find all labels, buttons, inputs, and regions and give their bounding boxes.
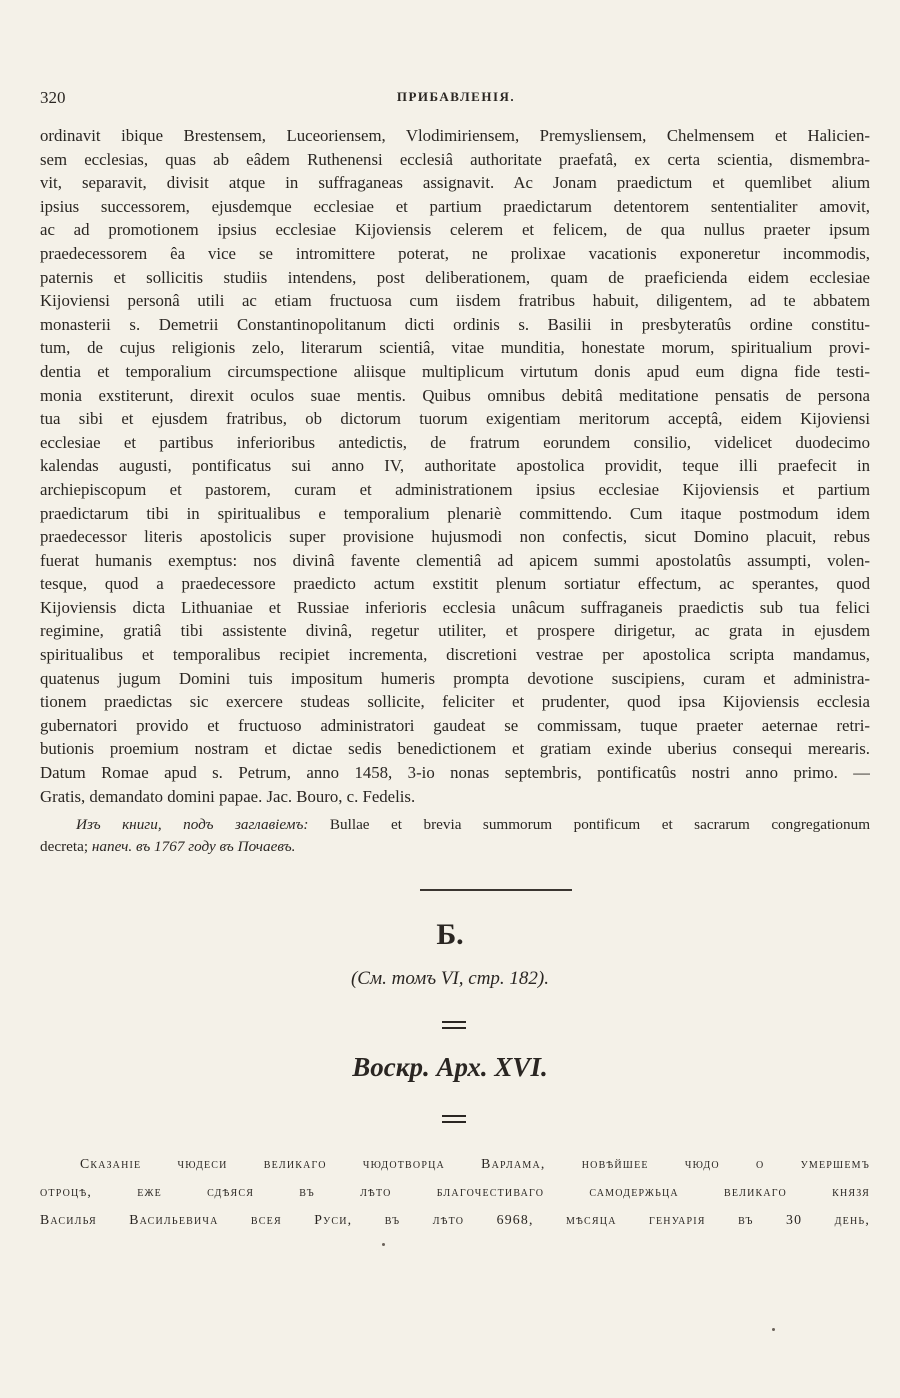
section-subheading: Воскр. Арх. XVI. [352, 1052, 548, 1082]
running-head: ПРИБАВЛЕНІЯ. [396, 89, 516, 104]
page-header [40, 88, 872, 114]
text-line: gubernatori provido et fructuoso administratori gaudeat se commissam, tuque praeter aeternae retri- [40, 715, 870, 735]
text-line: spiritualibus et temporalibus recipiet incrementa, discretioni vestrae per apostolica scripta mandamus, [40, 645, 870, 665]
text-line: tua sibi et ejusdem fratribus, ob dictorum tuorum exigentiam meritorum acceptâ, eidem Kijoviensi [40, 409, 870, 429]
text-line: archiepiscopum et pastorem, curam et administrationem ipsius ecclesiae Kijoviensis et partium [40, 479, 870, 499]
text-line: quatenus jugum Domini tuis impositum humeris prompta devotione suscipiens, curam et administra- [40, 668, 870, 688]
source-note-russian: Изъ книги, подъ заглавіемъ: [76, 816, 309, 833]
tale-title [40, 1150, 870, 1234]
text-line: regimine, gratiâ tibi assistente divinâ, regetur utiliter, et prospere dirigetur, ac grata in ejusdem [40, 621, 870, 641]
cross-reference: (См. томъ VI, стр. 182). [350, 968, 550, 989]
section-divider [420, 889, 572, 891]
text-line: tum, de cujus religionis zelo, literarum scientiâ, vitae munditia, honestate morum, spiritualium provi- [40, 338, 870, 358]
text-line: Datum Romae apud s. Petrum, anno 1458, 3-io nonas septembris, pontificatûs nostri anno primo. — [40, 763, 870, 783]
text-line: ipsius successorem, ejusdemque ecclesiae et partium praedictarum detentorem sententialiter amovit, [40, 196, 870, 216]
text-line: Kijoviensi personâ utili ac etiam fructuosa cum iisdem fratribus habuit, diligentem, ad te abbatem [40, 291, 870, 311]
text-line: monia exstiterunt, direxit oculos suae mentis. Quibus omnibus debitâ meditatione pensatis de persona [40, 385, 870, 405]
text-line: sem ecclesias, quas ab eâdem Ruthenensi ecclesiâ authoritate praefatâ, ex certa scientia, dismembra- [40, 149, 870, 169]
print-speck [382, 1243, 385, 1246]
text-line: praedecessorem êa vice se intromittere poterat, ne prolixae vacationis exponeretur incommodis, [40, 243, 870, 263]
text-line: tionem praedictas sic exercere studeas sollicite, feliciter et prudenter, quod ipsa Kijoviensis ecclesia [40, 692, 870, 712]
source-note-latin: decreta; [40, 838, 89, 855]
text-line: butionis proemium nostram et dictae sedis benedictionem et gratiam exinde uberius consequi merearis. [40, 739, 870, 759]
source-note-line [40, 836, 870, 858]
text-line: vit, separavit, divisit atque in suffraganeas assignavit. Ac Jonam praedictum et quemlibet alium [40, 173, 870, 193]
text-line: kalendas augusti, pontificatus sui anno IV, authoritate apostolica providit, teque illi praefecit in [40, 456, 870, 476]
page-number: 320 [40, 88, 66, 107]
text-line: Kijoviensis dicta Lithuaniae et Russiae inferioris ecclesia unâcum suffraganeis praedictis sub tua felici [40, 597, 870, 617]
text-line: praedictarum tibi in spiritualibus e temporalium plenariè committendo. Cum itaque postmodum idem [40, 503, 870, 523]
text-line: tesque, quod a praedecessore praedicto actum exstitit plenum sortiatur effectum, ac sperantes, quod [40, 574, 870, 594]
print-speck [772, 1328, 775, 1331]
source-note-russian: напеч. въ 1767 году въ Почаевъ. [91, 838, 296, 855]
source-note-latin: Bullae et brevia summorum pontificum et sacrarum congregationum [329, 816, 870, 833]
text-line: monasterii s. Demetrii Constantinopolitanum dicti ordinis s. Basilii in presbyteratûs ordine constitu- [40, 314, 870, 334]
text-line: Gratis, demandato domini papae. Jac. Bouro, c. Fedelis. [40, 786, 416, 806]
text-line: ordinavit ibique Brestensem, Luceoriensem, Vlodimiriensem, Premysliensem, Chelmensem et Halicien- [40, 126, 870, 145]
tale-title-line: Сказаніе чюдеси великаго чюдотворца Варлама, новѣйшее чюдо о умершемъ [80, 1156, 870, 1171]
tale-title-line: Василья Васильевича всея Руси, въ лѣто 6968, мѣсяца генуарія въ 30 день, [40, 1212, 870, 1227]
text-line: dentia et temporalium circumspectione aliisque multiplicum virtutum donis apud eum digna fide testi- [40, 361, 870, 381]
latin-text-body [40, 124, 870, 808]
text-line: praedecessor literis apostolicis super provisione hujusmodi non confectis, sicut Domino placuit, rebus [40, 527, 870, 547]
section-letter: Б. [436, 918, 464, 951]
tale-title-line: отроцѣ, еже сдѣяся въ лѣто благочестиваго самодержьца великаго князя [40, 1184, 870, 1199]
source-note-line [40, 814, 870, 836]
text-line: paternis et sollicitis studiis intendens, post deliberationem, quam de praeficienda eidem ecclesiae [40, 267, 870, 287]
double-rule [442, 1115, 466, 1123]
text-line: ecclesiae et partibus inferioribus antedictis, de fratrum eorundem consilio, videlicet duodecimo [40, 432, 870, 452]
source-note [40, 814, 870, 858]
text-line: ac ad promotionem ipsius ecclesiae Kijoviensis celerem et felicem, de qua nullus praeter ipsum [40, 220, 870, 240]
double-rule [442, 1021, 466, 1029]
text-line: fuerat humanis exemptus: nos divinâ favente clementiâ ad apicem summi apostolatûs assumpti, volen- [40, 550, 870, 570]
